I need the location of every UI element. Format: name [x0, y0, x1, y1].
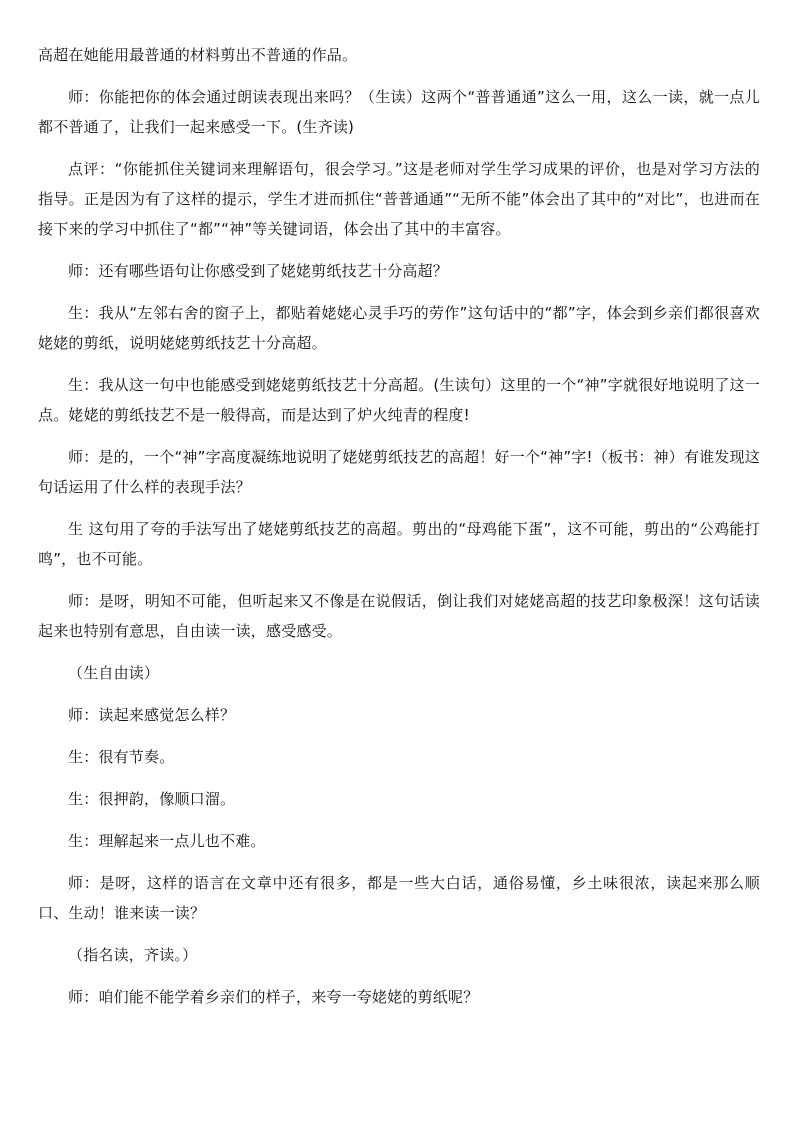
paragraph-teacher-free-read: 师：是呀，明知不可能，但听起来又不像是在说假话，倒让我们对姥姥高超的技艺印象极深！这句话读起来也特别有意思，自由读一读，感受感受。 [38, 592, 760, 640]
paragraph-teacher-question: 师：还有哪些语句让你感受到了姥姥剪纸技艺十分高超？ [68, 262, 449, 280]
paragraph-teacher-praise: 师：咱们能不能学着乡亲们的样子，来夸一夸姥姥的剪纸呢？ [68, 988, 479, 1006]
paragraph-commentary: 点评：“你能抓住关键词来理解语句，很会学习。”这是老师对学生学习成果的评价，也是对学习方法的指导。正是因为有了这样的提示，学生才进而抓住“普普通通”“无所不能”体会出了其中的“对比”，也进而在接下来的学习中抓住了“都”“神”等关键词语，体会出了其中的丰富容。 [38, 160, 760, 238]
paragraph-continuation: 高超在她能用最普通的材料剪出不普通的作品。 [38, 46, 358, 64]
paragraph-teacher-language: 师：是呀，这样的语言在文章中还有很多，都是一些大白话，通俗易懂，乡土味很浓，读起来那么顺口、生动！谁来读一读？ [38, 874, 760, 922]
paragraph-stage-direction-2: （指名读，齐读。） [68, 946, 198, 964]
paragraph-student-rhythm: 生：很有节奏。 [68, 748, 175, 766]
paragraph-stage-direction-1: （生自由读） [68, 664, 160, 682]
paragraph-student-easy: 生：理解起来一点儿也不难。 [68, 832, 266, 850]
paragraph-teacher-read-aloud: 师：你能把你的体会通过朗读表现出来吗？（生读）这两个“普普通通”这么一用，这么一读，就一点儿都不普通了，让我们一起来感受一下。(生齐读) [38, 88, 760, 136]
paragraph-teacher-shen: 师：是的，一个“神”字高度凝练地说明了姥姥剪纸技艺的高超！好一个“神”字!（板书：神）有谁发现这句话运用了什么样的表现手法？ [38, 448, 760, 496]
document-body [38, 40, 760, 1012]
paragraph-student-answer-1: 生：我从“左邻右舍的窗子上，都贴着姥姥心灵手巧的劳作”这句话中的“都”字，体会到乡亲们都很喜欢姥姥的剪纸，说明姥姥剪纸技艺十分高超。 [38, 304, 760, 352]
paragraph-student-rhyme: 生：很押韵，像顺口溜。 [68, 790, 236, 808]
paragraph-student-answer-2: 生：我从这一句中也能感受到姥姥剪纸技艺十分高超。(生读句）这里的一个“神”字就很好地说明了这一点。姥姥的剪纸技艺不是一般得高，而是达到了炉火纯青的程度! [38, 376, 760, 424]
paragraph-teacher-feeling: 师：读起来感觉怎么样？ [68, 706, 236, 724]
paragraph-student-answer-3: 生 这句用了夸的手法写出了姥姥剪纸技艺的高超。剪出的“母鸡能下蛋”，这不可能，剪出的“公鸡能打鸣”，也不可能。 [38, 520, 760, 568]
